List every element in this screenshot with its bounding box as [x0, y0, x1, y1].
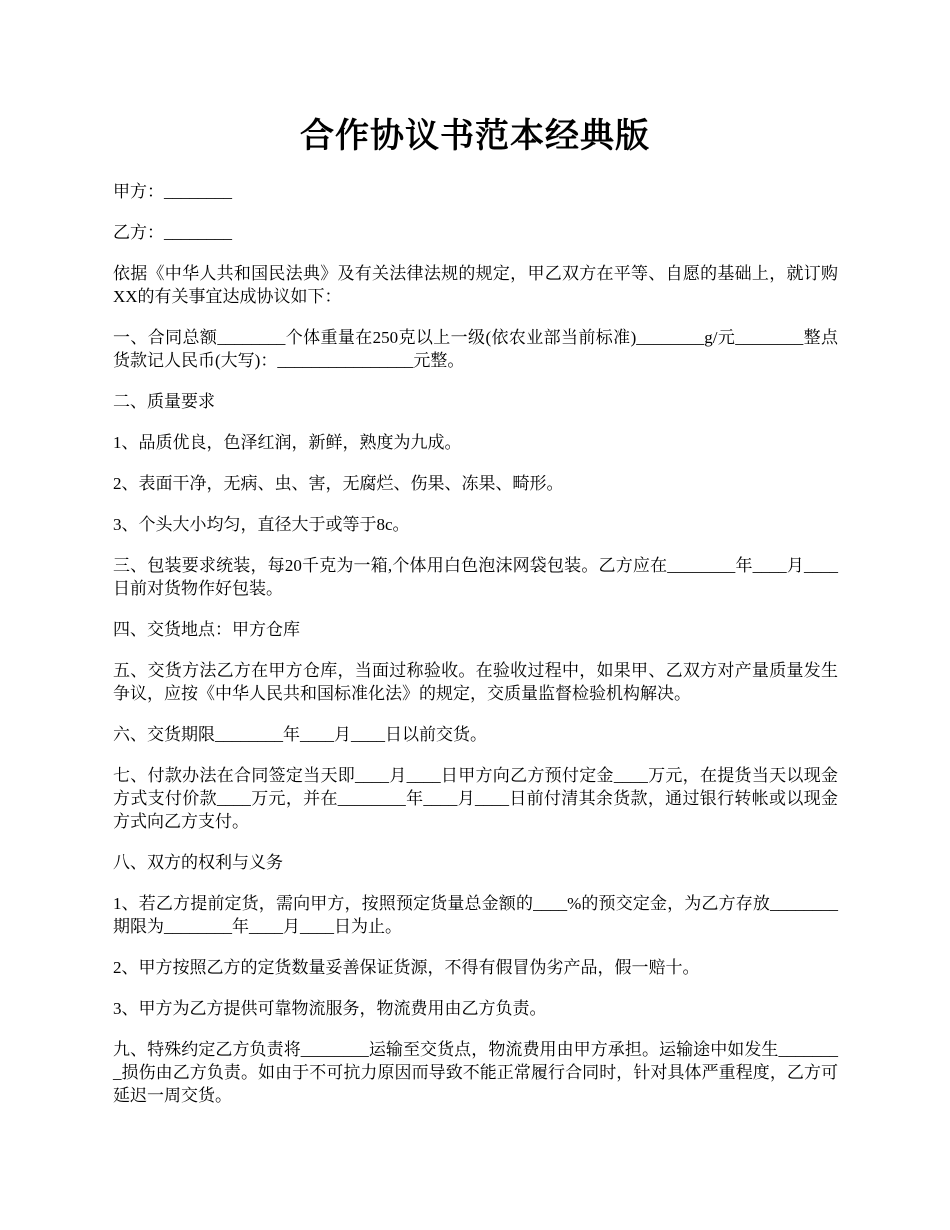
- clause-9-special-terms: 九、特殊约定乙方负责将________运输至交货点，物流费用由甲方承担。运输途中如发生________损伤由乙方负责。如由于不可抗力原因而导致不能正常履行合同时，针对具体严重程度，乙方可延迟一周交货。: [113, 1040, 838, 1105]
- rights-item-2: 2、甲方按照乙方的定货数量妥善保证货源，不得有假冒伪劣产品，假一赔十。: [113, 958, 700, 977]
- clause-5-delivery-method: 五、交货方法乙方在甲方仓库，当面过称验收。在验收过程中，如果甲、乙双方对产量质量发生争议，应按《中华人民共和国标准化法》的规定，交质量监督检验机构解决。: [113, 661, 838, 703]
- clause-3-packaging: 三、包装要求统装，每20千克为一箱,个体用白色泡沫网袋包装。乙方应在________年____月____日前对货物作好包装。: [113, 556, 838, 598]
- quality-item-1: 1、品质优良，色泽红润，新鲜，熟度为九成。: [113, 433, 462, 452]
- rights-item-1: 1、若乙方提前定货，需向甲方，按照预定货量总金额的____%的预交定金，为乙方存放________期限为________年____月____日为止。: [113, 894, 838, 936]
- clause-4-delivery-location: 四、交货地点：甲方仓库: [113, 620, 300, 639]
- party-a-line: 甲方：________: [113, 182, 232, 201]
- party-b-line: 乙方：________: [113, 223, 232, 242]
- quality-item-3: 3、个头大小均匀，直径大于或等于8c。: [113, 515, 410, 534]
- clause-1-contract-amount: 一、合同总额________个体重量在250克以上一级(依农业部当前标准)________g/元________整点货款记人民币(大写)：________________元整。: [113, 328, 838, 370]
- document-title: 合作协议书范本经典版: [300, 116, 650, 156]
- rights-item-3: 3、甲方为乙方提供可靠物流服务，物流费用由乙方负责。: [113, 999, 547, 1018]
- quality-item-2: 2、表面干净，无病、虫、害，无腐烂、伤果、冻果、畸形。: [113, 474, 564, 493]
- preamble-paragraph: 依据《中华人共和国民法典》及有关法律法规的规定，甲乙双方在平等、自愿的基础上，就订购XX的有关事宜达成协议如下：: [113, 264, 838, 306]
- clause-7-payment-method: 七、付款办法在合同签定当天即____月____日甲方向乙方预付定金____万元，在提货当天以现金方式支付价款____万元，并在________年____月____日前付清其余货款，通过银行转帐或以现金方式向乙方支付。: [113, 766, 838, 831]
- clause-8-heading-rights: 八、双方的权利与义务: [113, 853, 283, 872]
- clause-2-heading-quality: 二、质量要求: [113, 392, 215, 411]
- clause-6-delivery-deadline: 六、交货期限________年____月____日以前交货。: [113, 725, 487, 744]
- document-body: [113, 180, 838, 1125]
